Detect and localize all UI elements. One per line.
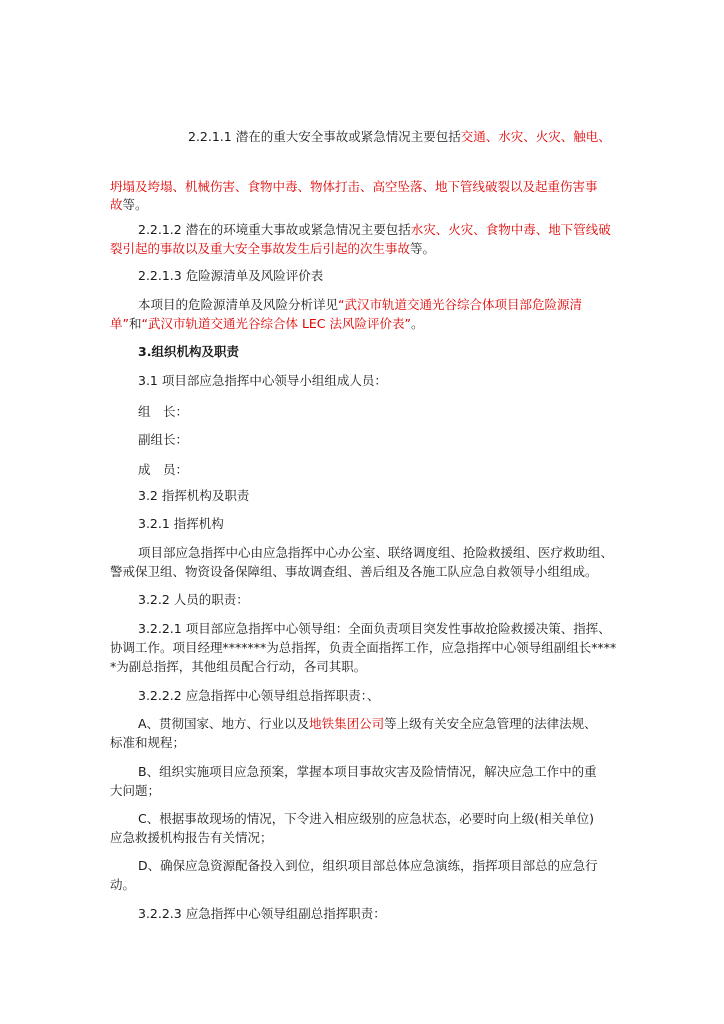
paragraph-2-2-1-1-line1 (188, 129, 611, 145)
section-number: 2.2.1.2 (138, 222, 182, 237)
paragraph-2-2-1-1-line2: 坍塌及垮塌、机械伤害、食物中毒、物体打击、高空坠落、地下管线破裂以及起重伤害事 (110, 179, 598, 194)
member-field: 成 员： (138, 462, 189, 477)
paragraph-2-2-1-2-line2 (110, 241, 435, 257)
paragraph-org-line1: 项目部应急指挥中心由应急指挥中心办公室、联络调度组、抢险救援组、医疗救助组、 (138, 545, 614, 560)
leader-field: 组 长： (138, 404, 189, 419)
heading-2-2-1-3: 2.2.1.3 危险源清单及风险评价表 (138, 268, 324, 283)
text-run: 潜在的重大安全事故或紧急情况主要包括 (235, 129, 461, 144)
heading-3-organization: 3.组织机构及职责 (138, 344, 239, 359)
item-d-line2: 动。 (110, 877, 136, 892)
text-run: 和 (128, 316, 142, 331)
highlighted-text: 单” (110, 316, 129, 331)
paragraph-2-2-1-2-line1 (138, 222, 611, 238)
item-b-line1: B、组织实施项目应急预案，掌握本项目事故灾害及险情情况，解决应急工作中的重 (138, 764, 597, 779)
highlighted-text: “武汉市轨道交通光谷综合体项目部危险源清 (338, 297, 582, 312)
item-a-line1 (138, 716, 597, 732)
text-run: A、贯彻国家、地方、行业以及 (138, 716, 310, 731)
text-run: 。 (411, 316, 424, 331)
heading-3-2-2-2: 3.2.2.2 应急指挥中心领导组总指挥职责：、 (138, 688, 380, 703)
heading-3-2-1: 3.2.1 指挥机构 (138, 516, 224, 531)
text-run: 等。 (122, 197, 148, 212)
item-d-line1: D、确保应急资源配备投入到位，组织项目部总体应急演练，指挥项目部总的应急行 (138, 858, 598, 873)
highlighted-text: 交通、水灾、火灾、触电、 (460, 129, 611, 144)
paragraph-3-2-2-1-line1: 3.2.2.1 项目部应急指挥中心领导组：全面负责项目突发性事故抢险救援决策、指挥、 (138, 621, 611, 636)
paragraph-org-line2: 警戒保卫组、物资设备保障组、事故调查组、善后组及各施工队应急自救领导小组组成。 (110, 564, 598, 579)
paragraph-risk-list-line2 (110, 316, 424, 332)
heading-3-1: 3.1 项目部应急指挥中心领导小组组成人员： (138, 373, 387, 388)
item-a-line2: 标准和规程； (110, 735, 186, 750)
paragraph-risk-list-line1 (138, 297, 582, 313)
item-b-line2: 大问题； (110, 783, 161, 798)
text-run: 潜在的环境重大事故或紧急情况主要包括 (185, 222, 411, 237)
text-run: 本项目的危险源清单及风险分析详见 (138, 297, 339, 312)
item-c-line1: C、根据事故现场的情况，下令进入相应级别的应急状态，必要时向上级(相关单位) (138, 811, 594, 826)
highlighted-text: 水灾、火灾、食物中毒、地下管线破 (410, 222, 611, 237)
heading-3-2-2: 3.2.2 人员的职责： (138, 592, 249, 607)
paragraph-3-2-2-1-line3: *为副总指挥，其他组员配合行动，各司其职。 (110, 659, 367, 674)
text-run: 等上级有关安全应急管理的法律法规、 (384, 716, 597, 731)
highlighted-text: 地铁集团公司 (309, 716, 385, 731)
heading-3-2: 3.2 指挥机构及职责 (138, 488, 250, 503)
highlighted-text: “武汉市轨道交通光谷综合体 LEC 法风险评价表” (141, 316, 411, 331)
text-run: 等。 (410, 241, 436, 256)
paragraph-2-2-1-1-line3 (110, 197, 148, 213)
paragraph-3-2-2-1-line2: 协调工作。项目经理*******为总指挥，负责全面指挥工作，应急指挥中心领导组副组长**** (110, 640, 617, 655)
highlighted-text: 裂引起的事故以及重大安全事故发生后引起的次生事故 (110, 241, 411, 256)
item-c-line2: 应急救援机构报告有关情况； (110, 830, 273, 845)
section-number: 2.2.1.1 (188, 129, 232, 144)
highlighted-text: 故 (110, 197, 123, 212)
vice-leader-field: 副组长： (138, 432, 189, 447)
heading-3-2-2-3: 3.2.2.3 应急指挥中心领导组副总指挥职责： (138, 906, 386, 921)
